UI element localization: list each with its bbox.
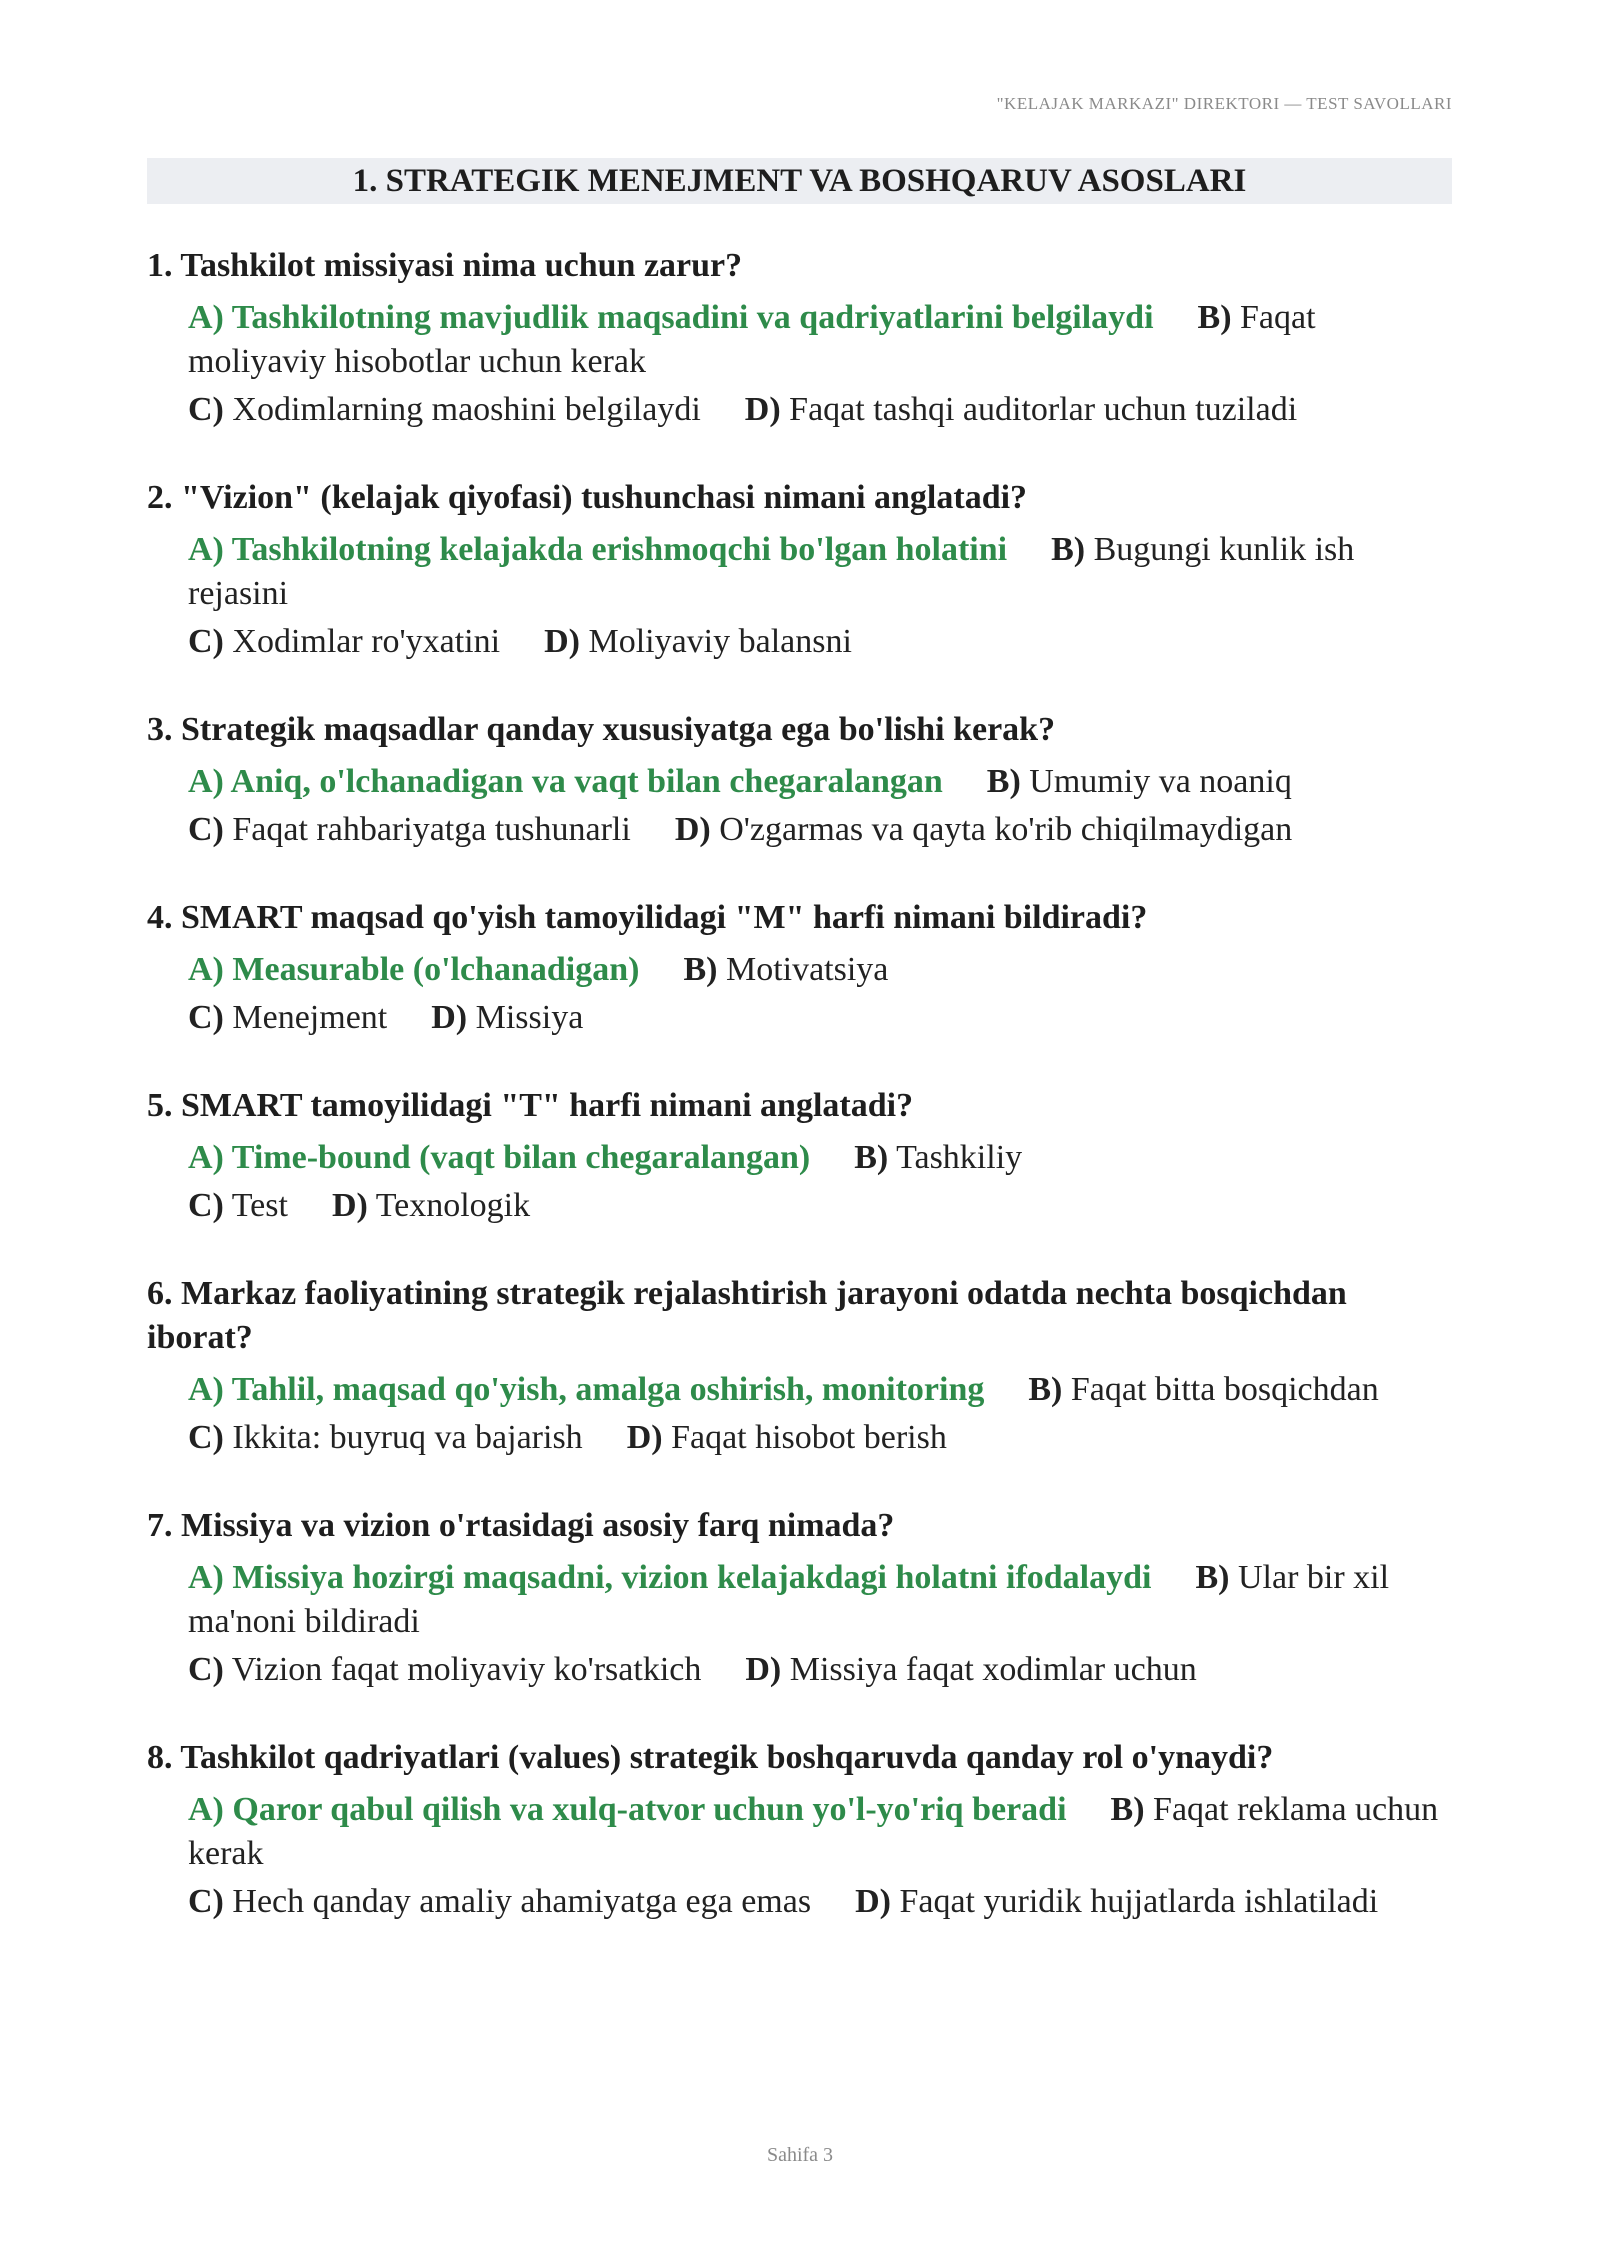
option-d bbox=[855, 1883, 1378, 1920]
option-letter: B) bbox=[986, 763, 1021, 800]
option-text: Menejment bbox=[223, 999, 388, 1036]
option-d bbox=[745, 1651, 1196, 1688]
option-c bbox=[188, 623, 500, 660]
option-text: Missiya faqat xodimlar uchun bbox=[781, 1651, 1197, 1688]
option-a-correct bbox=[188, 1371, 984, 1408]
option-c bbox=[188, 1651, 701, 1688]
option-letter: A) bbox=[188, 763, 224, 800]
option-a-correct bbox=[188, 951, 639, 988]
question-block bbox=[147, 708, 1457, 852]
option-a-correct bbox=[188, 1791, 1067, 1828]
running-header: "KELAJAK MARKAZI" DIREKTORI — TEST SAVOLLARI bbox=[996, 94, 1452, 113]
option-text: Umumiy va noaniq bbox=[1020, 763, 1292, 800]
options-line bbox=[147, 948, 1457, 992]
question-text: 3. Strategik maqsadlar qanday xususiyatga ega bo'lishi kerak? bbox=[147, 711, 1056, 748]
option-letter: A) bbox=[188, 1139, 224, 1176]
options-line bbox=[147, 528, 1457, 616]
option-text: Faqat bitta bosqichdan bbox=[1062, 1371, 1379, 1408]
question-text: 4. SMART maqsad qo'yish tamoyilidagi "M" harfi nimani bildiradi? bbox=[147, 899, 1148, 936]
question-block bbox=[147, 896, 1457, 1040]
option-a-correct bbox=[188, 1139, 810, 1176]
option-text: Moliyaviy balansni bbox=[579, 623, 852, 660]
option-text: Missiya hozirgi maqsadni, vizion kelajakdagi holatni ifodalaydi bbox=[223, 1559, 1152, 1596]
option-letter: D) bbox=[744, 391, 781, 428]
option-a-correct bbox=[188, 763, 943, 800]
options-line bbox=[147, 388, 1457, 432]
option-text: Aniq, o'lchanadigan va vaqt bilan chegaralangan bbox=[223, 763, 943, 800]
option-text: Tashkiliy bbox=[888, 1139, 1023, 1176]
option-letter: C) bbox=[188, 623, 224, 660]
options-line bbox=[147, 1368, 1457, 1412]
option-b bbox=[987, 763, 1292, 800]
options-line bbox=[147, 808, 1457, 852]
question-list bbox=[147, 244, 1457, 1968]
option-text: Missiya bbox=[467, 999, 584, 1036]
option-letter: D) bbox=[431, 999, 468, 1036]
question-text: 7. Missiya va vizion o'rtasidagi asosiy farq nimada? bbox=[147, 1507, 895, 1544]
question-text: 2. "Vizion" (kelajak qiyofasi) tushunchasi nimani anglatadi? bbox=[147, 479, 1028, 516]
option-letter: D) bbox=[855, 1883, 891, 1920]
section-header-bar bbox=[147, 158, 1452, 204]
option-a-correct bbox=[188, 1559, 1152, 1596]
option-text: Ular bir xil ma'noni bildiradi bbox=[188, 1559, 1390, 1640]
option-c bbox=[188, 999, 387, 1036]
option-letter: B) bbox=[1028, 1371, 1063, 1408]
option-d bbox=[431, 999, 583, 1036]
options-line bbox=[147, 996, 1457, 1040]
question-text: 1. Tashkilot missiyasi nima uchun zarur? bbox=[147, 247, 743, 284]
option-letter: B) bbox=[1197, 299, 1232, 336]
option-letter: A) bbox=[188, 299, 224, 336]
option-d bbox=[332, 1187, 530, 1224]
option-letter: C) bbox=[188, 999, 224, 1036]
option-b bbox=[683, 951, 888, 988]
option-text: Qaror qabul qilish va xulq-atvor uchun yo'l-yo'riq beradi bbox=[223, 1791, 1067, 1828]
options-line bbox=[147, 620, 1457, 664]
option-a-correct bbox=[188, 531, 1007, 568]
options-line bbox=[147, 296, 1457, 384]
options-line bbox=[147, 760, 1457, 804]
option-c bbox=[188, 1419, 583, 1456]
option-letter: D) bbox=[745, 1651, 782, 1688]
options-line bbox=[147, 1136, 1457, 1180]
options-line bbox=[147, 1880, 1457, 1924]
option-text: Faqat rahbariyatga tushunarli bbox=[223, 811, 631, 848]
option-letter: B) bbox=[683, 951, 718, 988]
option-letter: A) bbox=[188, 531, 224, 568]
options-line bbox=[147, 1648, 1457, 1692]
question-block bbox=[147, 1736, 1457, 1924]
option-c bbox=[188, 811, 631, 848]
option-letter: A) bbox=[188, 1371, 224, 1408]
option-text: Ikkita: buyruq va bajarish bbox=[223, 1419, 583, 1456]
option-letter: C) bbox=[188, 1419, 224, 1456]
option-text: Texnologik bbox=[367, 1187, 531, 1224]
option-text: Test bbox=[223, 1187, 288, 1224]
options-line bbox=[147, 1184, 1457, 1228]
option-text: Time-bound (vaqt bilan chegaralangan) bbox=[223, 1139, 811, 1176]
option-letter: B) bbox=[854, 1139, 889, 1176]
option-text: Bugungi kunlik ish rejasini bbox=[188, 531, 1355, 612]
option-c bbox=[188, 391, 701, 428]
option-letter: D) bbox=[544, 623, 580, 660]
section-title: 1. STRATEGIK MENEJMENT VA BOSHQARUV ASOSLARI bbox=[352, 162, 1247, 199]
option-text: Faqat tashqi auditorlar uchun tuziladi bbox=[780, 391, 1298, 428]
option-text: Measurable (o'lchanadigan) bbox=[223, 951, 640, 988]
question-block bbox=[147, 1084, 1457, 1228]
option-text: Tashkilotning kelajakda erishmoqchi bo'lgan holatini bbox=[223, 531, 1008, 568]
question-block bbox=[147, 244, 1457, 432]
question-block bbox=[147, 1504, 1457, 1692]
option-letter: D) bbox=[674, 811, 711, 848]
option-text: Hech qanday amaliy ahamiyatga ega emas bbox=[223, 1883, 812, 1920]
option-letter: D) bbox=[331, 1187, 368, 1224]
option-c bbox=[188, 1187, 288, 1224]
option-letter: A) bbox=[188, 1559, 224, 1596]
option-text: Motivatsiya bbox=[717, 951, 889, 988]
option-text: Faqat reklama uchun kerak bbox=[188, 1791, 1439, 1872]
option-d bbox=[544, 623, 852, 660]
option-d bbox=[745, 391, 1297, 428]
options-line bbox=[147, 1788, 1457, 1876]
option-letter: A) bbox=[188, 951, 224, 988]
option-b bbox=[1028, 1371, 1378, 1408]
question-text: 6. Markaz faoliyatining strategik rejalashtirish jarayoni odatda nechta bosqichdan iborat? bbox=[147, 1275, 1347, 1356]
option-text: Vizion faqat moliyaviy ko'rsatkich bbox=[223, 1651, 702, 1688]
option-letter: C) bbox=[188, 811, 224, 848]
option-text: Faqat yuridik hujjatlarda ishlatiladi bbox=[890, 1883, 1379, 1920]
option-letter: D) bbox=[626, 1419, 663, 1456]
option-letter: A) bbox=[188, 1791, 224, 1828]
option-letter: B) bbox=[1110, 1791, 1145, 1828]
option-d bbox=[627, 1419, 947, 1456]
option-text: O'zgarmas va qayta ko'rib chiqilmaydigan bbox=[710, 811, 1293, 848]
options-line bbox=[147, 1556, 1457, 1644]
option-letter: C) bbox=[188, 1883, 224, 1920]
page-number: Sahifa 3 bbox=[766, 2144, 834, 2166]
option-text: Faqat moliyaviy hisobotlar uchun kerak bbox=[188, 299, 1316, 380]
option-text: Faqat hisobot berish bbox=[662, 1419, 947, 1456]
option-d bbox=[675, 811, 1292, 848]
question-text: 5. SMART tamoyilidagi "T" harfi nimani anglatadi? bbox=[147, 1087, 914, 1124]
option-letter: C) bbox=[188, 1651, 224, 1688]
option-c bbox=[188, 1883, 811, 1920]
option-letter: B) bbox=[1051, 531, 1086, 568]
question-block bbox=[147, 476, 1457, 664]
option-b bbox=[854, 1139, 1022, 1176]
option-text: Xodimlarning maoshini belgilaydi bbox=[223, 391, 701, 428]
option-a-correct bbox=[188, 299, 1154, 336]
option-letter: B) bbox=[1195, 1559, 1230, 1596]
option-text: Tahlil, maqsad qo'yish, amalga oshirish, monitoring bbox=[223, 1371, 985, 1408]
question-text: 8. Tashkilot qadriyatlari (values) strategik boshqaruvda qanday rol o'ynaydi? bbox=[147, 1739, 1274, 1776]
options-line bbox=[147, 1416, 1457, 1460]
question-block bbox=[147, 1272, 1457, 1460]
option-letter: C) bbox=[188, 1187, 224, 1224]
option-letter: C) bbox=[188, 391, 224, 428]
option-text: Tashkilotning mavjudlik maqsadini va qadriyatlarini belgilaydi bbox=[223, 299, 1154, 336]
option-text: Xodimlar ro'yxatini bbox=[223, 623, 501, 660]
